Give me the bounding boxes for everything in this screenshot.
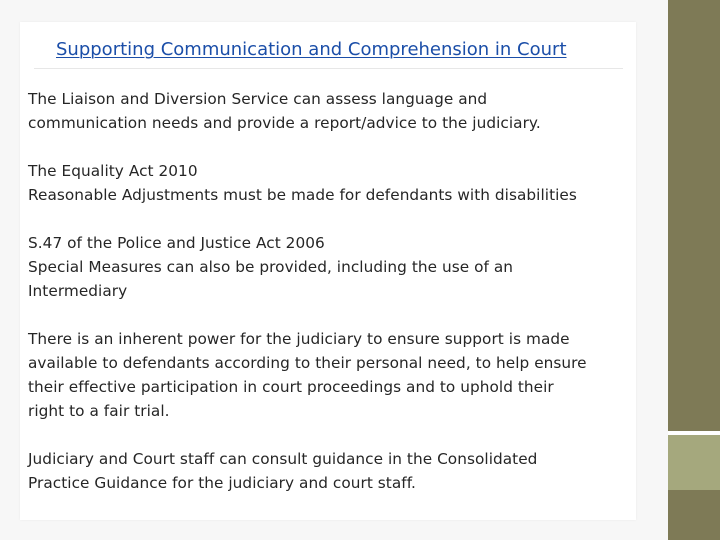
body-text-line: The Equality Act 2010	[28, 162, 198, 180]
right-accent-bar-middle	[668, 435, 720, 490]
paragraph-consolidated-guidance	[28, 447, 623, 495]
paragraph-inherent-power	[28, 327, 623, 423]
body-text-line: communication needs and provide a report/advice to the judiciary.	[28, 114, 541, 132]
body-text-line: Judiciary and Court staff can consult guidance in the Consolidated	[28, 450, 538, 468]
body-text-line: available to defendants according to their personal need, to help ensure	[28, 354, 587, 372]
paragraph-police-justice-act	[28, 231, 623, 303]
body-text-line: The Liaison and Diversion Service can assess language and	[28, 90, 488, 108]
body-text-line: their effective participation in court proceedings and to uphold their	[28, 378, 554, 396]
body-text-line: There is an inherent power for the judiciary to ensure support is made	[28, 330, 570, 348]
body-text-line: Practice Guidance for the judiciary and court staff.	[28, 474, 416, 492]
body-text-line: Intermediary	[28, 282, 128, 300]
paragraph-liaison-diversion	[28, 87, 623, 135]
body-text-line: right to a fair trial.	[28, 402, 170, 420]
right-accent-bar-bottom	[668, 490, 720, 540]
slide-title: Supporting Communication and Comprehension in Court	[56, 39, 567, 60]
body-text-line: Reasonable Adjustments must be made for defendants with disabilities	[28, 186, 577, 204]
right-accent-bar-top	[668, 0, 720, 431]
body-text-line: Special Measures can also be provided, including the use of an	[28, 258, 514, 276]
paragraph-equality-act	[28, 159, 623, 207]
body-text-line: S.47 of the Police and Justice Act 2006	[28, 234, 325, 252]
body-text	[28, 87, 623, 519]
